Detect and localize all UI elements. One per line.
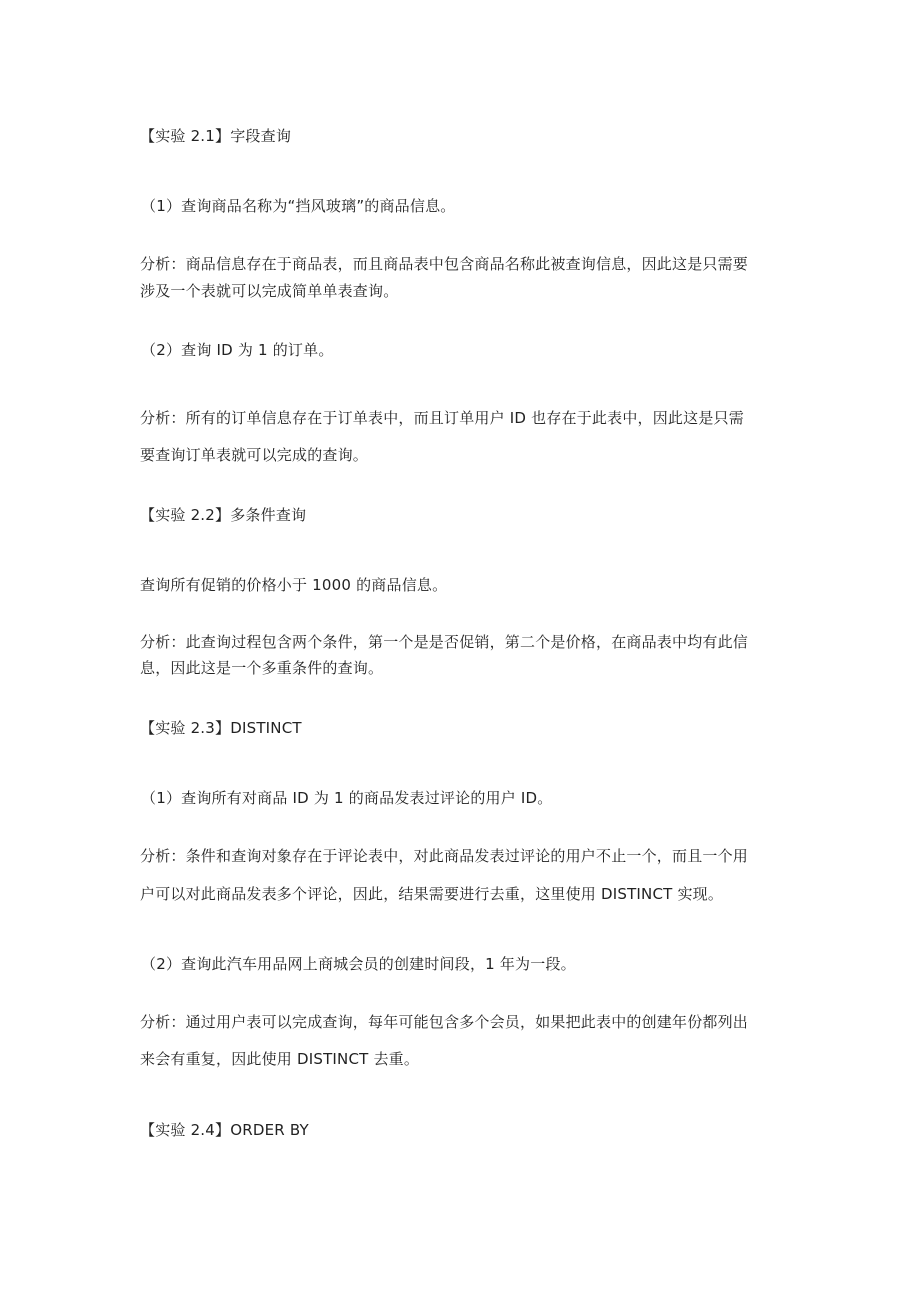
analysis-2-1-2-line-1: 分析：所有的订单信息存在于订单表中，而且订单用户 ID 也存在于此表中，因此这是只需 bbox=[140, 409, 744, 427]
question-2-3-2: （2）查询此汽车用品网上商城会员的创建时间段，1 年为一段。 bbox=[141, 955, 576, 973]
question-2-2: 查询所有促销的价格小于 1000 的商品信息。 bbox=[140, 576, 448, 594]
analysis-2-2-line-1: 分析：此查询过程包含两个条件，第一个是是否促销，第二个是价格，在商品表中均有此信 bbox=[140, 633, 749, 651]
analysis-2-3-1-line-1: 分析：条件和查询对象存在于评论表中，对此商品发表过评论的用户不止一个，而且一个用 bbox=[140, 847, 749, 865]
section-heading-2-1: 【实验 2.1】字段查询 bbox=[140, 127, 292, 145]
section-heading-2-3: 【实验 2.3】DISTINCT bbox=[140, 719, 302, 737]
analysis-2-1-1-line-1: 分析：商品信息存在于商品表，而且商品表中包含商品名称此被查询信息，因此这是只需要 bbox=[140, 255, 749, 273]
analysis-2-1-2-line-2: 要查询订单表就可以完成的查询。 bbox=[140, 446, 369, 464]
analysis-2-3-1-line-2: 户可以对此商品发表多个评论，因此，结果需要进行去重，这里使用 DISTINCT 实现。 bbox=[140, 885, 724, 903]
question-2-1-1: （1）查询商品名称为“挡风玻璃”的商品信息。 bbox=[141, 197, 456, 215]
question-2-3-1: （1）查询所有对商品 ID 为 1 的商品发表过评论的用户 ID。 bbox=[141, 789, 553, 807]
analysis-2-1-1-line-2: 涉及一个表就可以完成简单单表查询。 bbox=[140, 282, 399, 300]
section-heading-2-2: 【实验 2.2】多条件查询 bbox=[140, 506, 307, 524]
analysis-2-3-2-line-2: 来会有重复，因此使用 DISTINCT 去重。 bbox=[140, 1050, 420, 1068]
analysis-2-2-line-2: 息，因此这是一个多重条件的查询。 bbox=[140, 659, 384, 677]
question-2-1-2: （2）查询 ID 为 1 的订单。 bbox=[141, 341, 334, 359]
section-heading-2-4: 【实验 2.4】ORDER BY bbox=[140, 1121, 309, 1139]
analysis-2-3-2-line-1: 分析：通过用户表可以完成查询，每年可能包含多个会员，如果把此表中的创建年份都列出 bbox=[140, 1013, 749, 1031]
